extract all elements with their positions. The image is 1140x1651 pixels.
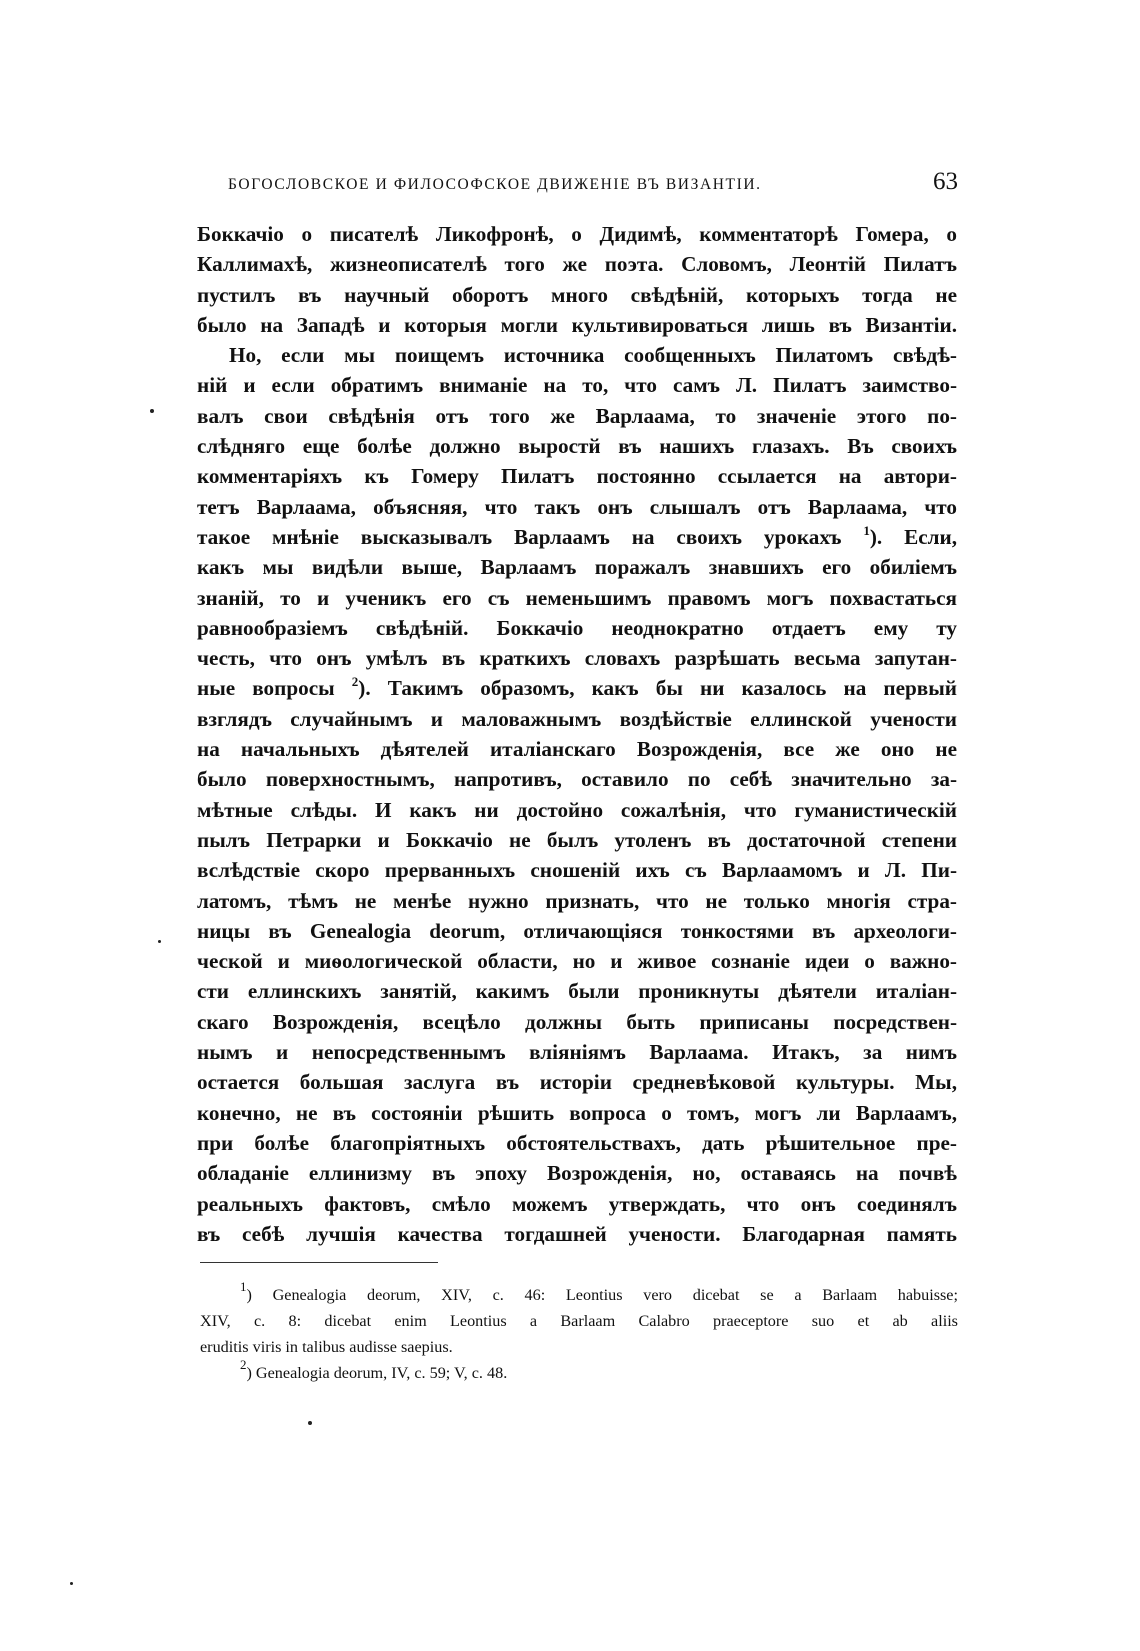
text-line: ницы въ Genealogia deorum, отличающіяся тонкостями въ археологи- bbox=[197, 918, 957, 943]
line-tail: ). Такимъ образомъ, какъ бы ни казалось на первый bbox=[358, 676, 957, 701]
text-line: мѣтные слѣды. И какъ ни достойно сожалѣнія, что гуманистическій bbox=[197, 797, 957, 822]
ink-speck bbox=[158, 940, 161, 943]
text-line: было поверхностнымъ, напротивъ, оставило по себѣ значительно за- bbox=[197, 767, 957, 792]
text-line: слѣдняго еще болѣе должно выростй въ нашихъ глазахъ. Въ своихъ bbox=[197, 434, 957, 459]
page-header bbox=[228, 168, 958, 204]
text-line: остается большая заслуга въ исторіи средневѣковой культуры. Мы, bbox=[197, 1070, 957, 1095]
footnote-2-marker: 2 bbox=[240, 1360, 247, 1372]
text-line: сти еллинскихъ занятій, какимъ были проникнуты дѣятели италіан- bbox=[197, 979, 957, 1004]
text-line: конечно, не въ состояніи рѣшить вопроса о томъ, могъ ли Варлаамъ, bbox=[197, 1100, 957, 1125]
text-line-with-footnote-ref bbox=[197, 522, 957, 552]
text-line-with-footnote-ref bbox=[197, 673, 957, 703]
footnote-1-line: XIV, c. 8: dicebat enim Leontius a Barlaam Calabro praeceptore suo et ab aliis bbox=[200, 1312, 958, 1330]
text-line: скаго Возрожденія, всецѣло должны быть приписаны посредствен- bbox=[197, 1009, 957, 1034]
text-line: было на Западѣ и которыя могли культивироваться лишь въ Византіи. bbox=[197, 312, 957, 337]
line-text: такое мнѣніе высказывалъ Варлаамъ на своихъ урокахъ bbox=[197, 524, 842, 549]
text-line: ній и если обратимъ вниманіе на то, что самъ Л. Пилатъ заимство- bbox=[197, 373, 957, 398]
text-line: честь, что онъ умѣлъ въ краткихъ словахъ разрѣшать весьма запутан- bbox=[197, 646, 957, 671]
text-line: комментаріяхъ къ Гомеру Пилатъ постоянно ссылается на автори- bbox=[197, 464, 957, 489]
text-line: нымъ и непосредственнымъ вліяніямъ Варлаама. Итакъ, за нимъ bbox=[197, 1040, 957, 1065]
text-line: какъ мы видѣли выше, Варлаамъ поражалъ знавшихъ его обиліемъ bbox=[197, 555, 957, 580]
text-line: Боккачіо о писателѣ Ликофронѣ, о Дидимѣ, комментаторѣ Гомера, о bbox=[197, 222, 957, 246]
footnote-2-text: ) Genealogia deorum, IV, c. 59; V, c. 48. bbox=[246, 1364, 508, 1382]
footnote-1-marker: 1 bbox=[240, 1282, 247, 1294]
running-head: БОГОСЛОВСКОЕ И ФИЛОСОФСКОЕ ДВИЖЕНІЕ ВЪ ВИЗАНТІИ. bbox=[228, 176, 762, 193]
footnote-rule bbox=[200, 1262, 438, 1263]
text-line: валъ свои свѣдѣнія отъ того же Варлаама, то значеніе этого по- bbox=[197, 403, 957, 428]
text-line: равнообразіемъ свѣдѣній. Боккачіо неоднократно отдаетъ ему ту bbox=[197, 615, 957, 640]
line-tail: ). Если, bbox=[869, 524, 957, 549]
footnote-1-line: eruditis viris in talibus audisse saepius. bbox=[200, 1338, 453, 1356]
line-text: ные вопросы bbox=[197, 676, 335, 701]
text-line: въ себѣ лучшія качества тогдашней учености. Благодарная память bbox=[197, 1221, 957, 1246]
text-line: Каллимахѣ, жизнеописателѣ того же поэта. Словомъ, Леонтій Пилатъ bbox=[197, 252, 957, 277]
footnote-ref-2: 2 bbox=[351, 674, 359, 690]
body-text bbox=[197, 219, 957, 1249]
text-line: взглядъ случайнымъ и маловажнымъ воздѣйствіе еллинской учености bbox=[197, 706, 957, 731]
text-line: знаній, то и ученикъ его съ неменьшимъ правомъ могъ похвастаться bbox=[197, 585, 957, 610]
footnote-1-line bbox=[200, 1282, 958, 1308]
footnote-1-text: ) Genealogia deorum, XIV, c. 46: Leontius vero dicebat se a Barlaam habuisse; bbox=[246, 1286, 958, 1304]
ink-speck bbox=[150, 409, 154, 413]
text-line: ческой и миѳологической области, но и живое сознаніе идеи о важно- bbox=[197, 949, 957, 974]
footnote-ref-1: 1 bbox=[863, 522, 870, 538]
footnote-2-line bbox=[200, 1360, 958, 1386]
footnotes bbox=[200, 1282, 958, 1386]
text-line: обладаніе еллинизму въ эпоху Возрожденія, но, оставаясь на почвѣ bbox=[197, 1161, 957, 1186]
ink-speck bbox=[308, 1421, 312, 1425]
page-number: 63 bbox=[933, 168, 958, 195]
text-line: на начальныхъ дѣятелей италіанскаго Возрожденія, все же оно не bbox=[197, 737, 957, 762]
text-line: пустилъ въ научный оборотъ много свѣдѣній, которыхъ тогда не bbox=[197, 282, 957, 307]
text-line: реальныхъ фактовъ, смѣло можемъ утверждать, что онъ соединялъ bbox=[197, 1191, 957, 1216]
text-line: латомъ, тѣмъ не менѣе нужно признать, что не только многія стра- bbox=[197, 888, 957, 913]
ink-speck bbox=[70, 1582, 73, 1585]
text-line: при болѣе благопріятныхъ обстоятельствахъ, дать рѣшительное пре- bbox=[197, 1130, 957, 1155]
text-line: пылъ Петрарки и Боккачіо не былъ утоленъ въ достаточной степени bbox=[197, 827, 957, 852]
text-line: вслѣдствіе скоро прерванныхъ сношеній ихъ съ Варлаамомъ и Л. Пи- bbox=[197, 858, 957, 883]
text-line: тетъ Варлаама, объясняя, что такъ онъ слышалъ отъ Варлаама, что bbox=[197, 494, 957, 519]
paragraph-start-line: Но, если мы поищемъ источника сообщенныхъ Пилатомъ свѣдѣ- bbox=[229, 343, 957, 368]
